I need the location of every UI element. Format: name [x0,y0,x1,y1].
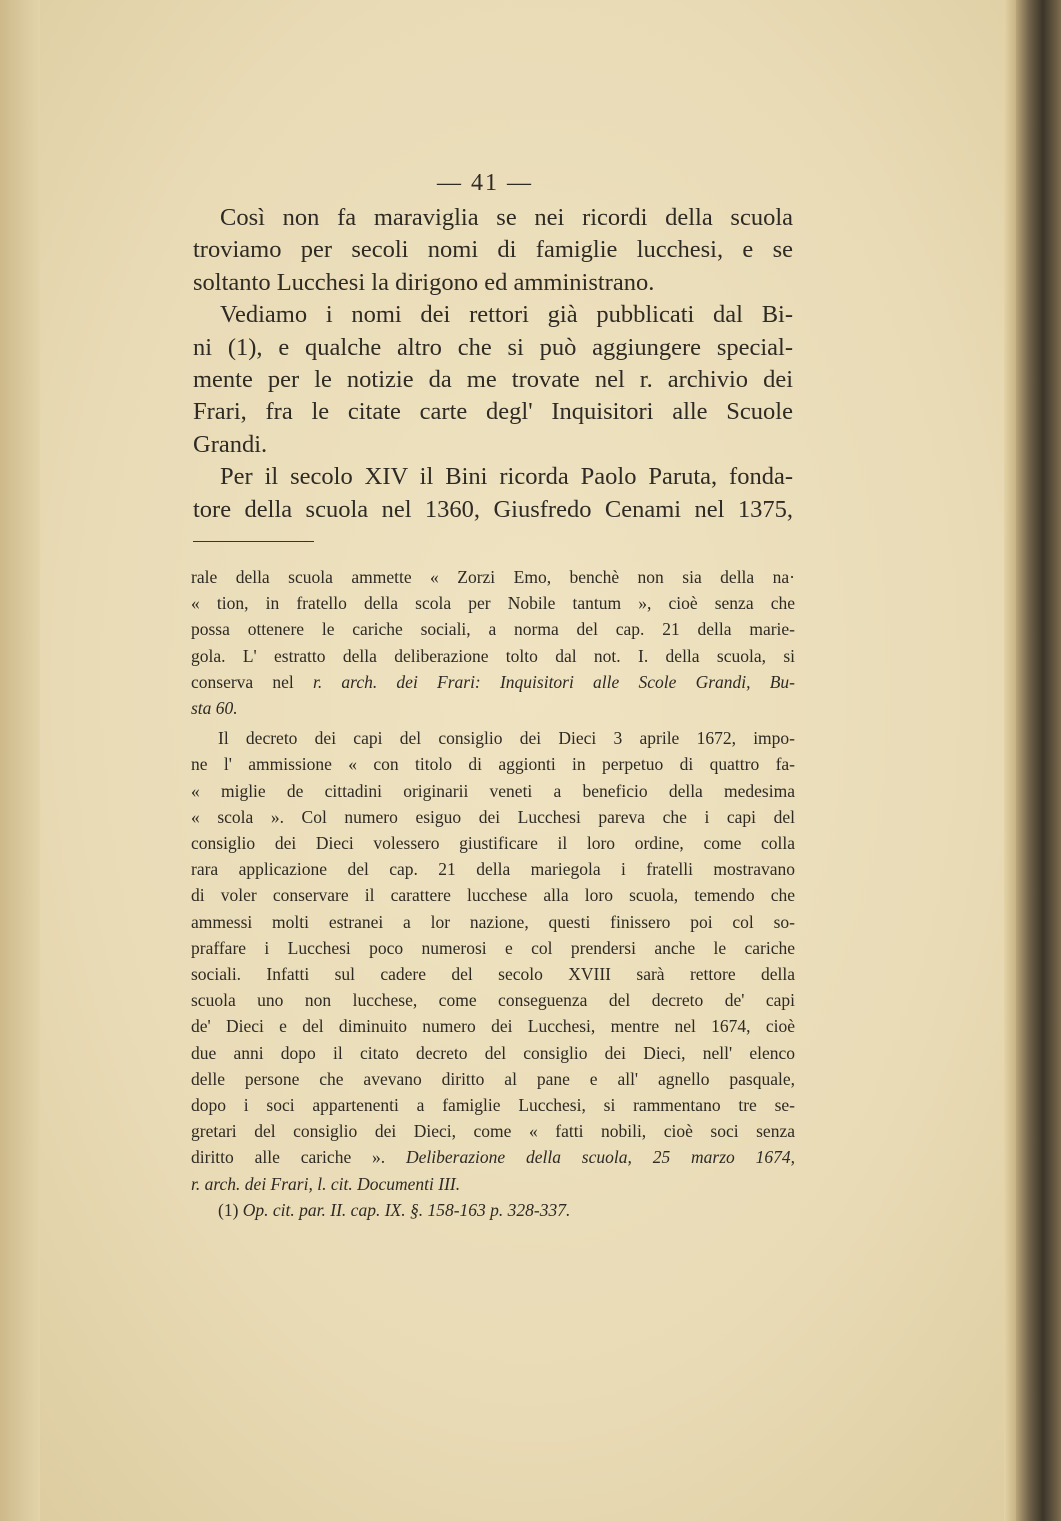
footnote-line [191,882,795,908]
text-segment: rale della scuola ammette « Zorzi Emo, benchè non sia della na· [191,567,795,587]
footnote-line [191,935,795,961]
text-segment: possa ottenere le cariche sociali, a norma del cap. 21 della marie- [191,619,795,640]
text-segment: soltanto Lucchesi la dirigono ed amministrano. [193,268,655,296]
footnote-line [191,1197,795,1223]
text-segment: ne l' ammissione « con titolo di aggionti in perpetuo di quattro fa- [191,754,795,775]
footnote-line [191,1013,795,1039]
text-segment: dopo i soci appartenenti a famiglie Lucchesi, si rammentano tre se- [191,1095,795,1115]
text-segment: ammessi molti estranei a lor nazione, questi finissero poi col so- [191,911,795,932]
text-segment: Grandi. [193,430,268,458]
page-edge [1004,0,1016,1521]
text-segment: delle persone che avevano diritto al pane e all' agnello pasquale, [191,1068,795,1089]
italic-text: Op. cit. par. II. cap. IX. §. 158-163 p. 328-337. [242,1199,571,1220]
page-gutter [0,0,40,1521]
body-line [193,299,793,331]
body-line [193,267,793,299]
footnote-line [191,751,795,777]
footnote-line [191,695,795,721]
body-line [193,202,793,234]
footnote-line [191,643,795,669]
footnote-line [191,1092,795,1118]
text-segment: gola. L' estratto della deliberazione tolto dal not. I. della scuola, si [191,645,795,666]
text-segment: (1) [218,1199,243,1220]
text-segment: di voler conservare il carattere lucchese alla loro scuola, temendo che [191,885,795,906]
italic-text: sta 60. [191,698,238,718]
text-segment: consiglio dei Dieci volessero giustificare il loro ordine, come colla [191,833,795,853]
italic-text: r. arch. dei Frari: Inquisitori alle Scole Grandi, Bu- [312,671,795,692]
page-number-header: — 41 — [437,170,533,196]
body-line [193,332,793,364]
text-segment: diritto alle cariche ». [191,1147,406,1168]
body-line [193,234,793,266]
footnote-line [191,564,795,590]
text-segment: rara applicazione del cap. 21 della mariegola i fratelli mostravano [191,859,795,880]
footnote-line [191,804,795,830]
footnote-line [191,1171,795,1197]
footnote-line [191,1144,795,1170]
text-segment: tore della scuola nel 1360, Giusfredo Cenami nel 1375, [193,495,793,523]
italic-text: r. arch. dei Frari, l. cit. Documenti III. [191,1173,461,1194]
text-segment: Il decreto dei capi del consiglio dei Dieci 3 aprile 1672, impo- [218,728,795,749]
text-segment: troviamo per secoli nomi di famiglie lucchesi, e se [193,236,793,264]
footnote-line [191,987,795,1013]
footnote-line [191,830,795,856]
footnote-line [191,778,795,804]
book-edge [1016,0,1061,1521]
text-segment: mente per le notizie da me trovate nel r. archivio dei [193,366,793,393]
text-segment: sociali. Infatti sul cadere del secolo XVIII sarà rettore della [191,964,795,984]
footnote-line [191,1066,795,1092]
footnote-line [191,1118,795,1144]
text-segment: praffare i Lucchesi poco numerosi e col prendersi anche le cariche [191,937,795,958]
italic-text: Deliberazione della scuola, 25 marzo 1674, [406,1147,795,1168]
footnote-line [191,725,795,751]
footnote-line [191,1040,795,1066]
footnote-line [191,909,795,935]
text-segment: ni (1), e qualche altro che si può aggiungere special- [193,333,793,361]
footnote-line [191,856,795,882]
footnote-line [191,961,795,987]
text-segment: due anni dopo il citato decreto del consiglio dei Dieci, nell' elenco [191,1042,795,1063]
text-segment: « tion, in fratello della scola per Nobile tantum », cioè senza che [191,593,795,614]
footnote-rule [193,541,314,542]
text-segment: Per il secolo XIV il Bini ricorda Paolo Paruta, fonda- [220,463,793,491]
footnote-line [191,590,795,616]
body-line [193,494,793,526]
text-segment: gretari del consiglio dei Dieci, come « fatti nobili, cioè soci senza [191,1121,795,1142]
text-segment: scuola uno non lucchese, come conseguenza del decreto de' capi [191,990,795,1011]
text-segment: Così non fa maraviglia se nei ricordi della scuola [220,204,793,231]
body-line [193,461,793,493]
footnote-line [191,616,795,642]
body-line [193,396,793,428]
text-segment: Frari, fra le citate carte degl' Inquisitori alle Scuole [193,398,793,426]
text-segment: conserva nel [191,671,313,692]
text-segment: « scola ». Col numero esiguo dei Lucchesi pareva che i capi del [191,806,795,827]
text-segment: « miglie de cittadini originarii veneti a beneficio della medesima [191,780,795,801]
text-segment: Vediamo i nomi dei rettori già pubblicati dal Bi- [220,301,793,329]
text-segment: de' Dieci e del diminuito numero dei Lucchesi, mentre nel 1674, cioè [191,1016,795,1037]
body-line [193,429,793,461]
body-line [193,364,793,396]
footnote-line [191,669,795,695]
